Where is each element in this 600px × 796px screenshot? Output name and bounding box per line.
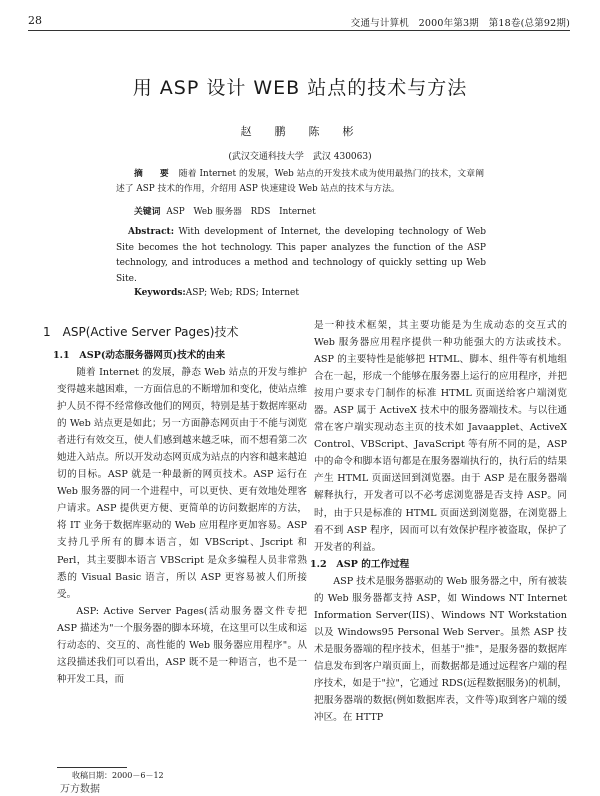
page-number: 28 — [28, 14, 42, 27]
keywords-en — [134, 286, 474, 301]
body-paragraph: 是一种技术框架，其主要功能是为生成动态的交互式的 Web 服务器应用程序提供一种功能强大的方法或技术。ASP 的主要特性是能够把 HTML、脚本、组件等有机地组合在一起，形成一个能够在服务器上运行的应用程序，并把按用户要求专门制作的标准 HTML 页面送给客户端浏览器。ASP 属于 ActiveX 技术中的服务器端技术。与以往通常在客户端实现动态主页的技术如 Javaapplet、ActiveX Control、VBScript、JavaScript 等有所不同的是，ASP 中的命令和脚本语句都是在服务器端执行的，执行后的结果产生 HTML 页面送回到浏览器。由于 ASP 是在服务器端解释执行，开发者可以不必考虑浏览器是否支持 ASP。同时，由于只是标准的 HTML 页面送到浏览器，在浏览器上看不到 ASP 程序，因而可以有效保护程序被盗取，保护了开发者的利益。 — [314, 320, 567, 553]
authors: 赵 鹏 陈 彬 — [240, 125, 360, 138]
section-heading: 1 ASP(Active Server Pages)技术 — [43, 325, 239, 339]
abstract-en — [116, 225, 486, 287]
abstract-en-label: Abstract: — [128, 227, 175, 237]
abstract-cn-text: 随着 Internet 的发展，Web 站点的开发技术成为使用最热门的技术，文章阐述了 ASP 技术的作用，介绍用 ASP 快速建设 Web 站点的技术与方法。 — [116, 169, 484, 194]
body-paragraph: ASP: Active Server Pages(活动服务器文件专把 ASP 描述为"一个服务器的脚本环境，在这里可以生成和运行动态的、交互的、高性能的 Web 服务器应用程序"。从这段描述我们可以看出，ASP 既不是一种语言，也不是一种开发工具，而 — [57, 605, 307, 685]
journal-info: 交通与计算机 2000年第3期 第18卷(总第92期) — [350, 18, 570, 29]
abstract-cn-label: 摘 要 — [134, 169, 173, 179]
body-column-right — [310, 317, 567, 726]
subsection-heading: 1.1 ASP(动态服务器网页)技术的由来 — [53, 350, 226, 361]
abstract-cn — [116, 167, 484, 197]
footnote-rule — [57, 767, 127, 768]
abstract-en-text: With development of Internet, the developing technology of Web Site becomes the hot technology. This paper analyzes the function of the ASP technology, and introduces a method and technology of quickly setting up Web Site. — [116, 227, 486, 284]
keywords-cn-text: ASP Web 服务器 RDS Internet — [166, 207, 316, 217]
paper-title: 用 ASP 设计 WEB 站点的技术与方法 — [132, 77, 468, 99]
keywords-en-text: ASP; Web; RDS; Internet — [185, 288, 299, 298]
affiliation: (武汉交通科技大学 武汉 430063) — [228, 152, 372, 162]
keywords-cn — [134, 205, 474, 220]
watermark: 万方数据 — [60, 784, 100, 795]
subsection-heading: 1.2 ASP 的工作过程 — [310, 558, 410, 570]
keywords-en-label: Keywords: — [134, 288, 186, 298]
received-date-footnote: 收稿日期：2000－6－12 — [72, 771, 164, 780]
keywords-cn-label: 关键词 — [134, 207, 161, 217]
body-column-left — [43, 321, 307, 688]
running-header — [28, 12, 570, 30]
body-paragraph: 随着 Internet 的发展，静态 Web 站点的开发与维护变得越来越困难，一方面信息的不断增加和变化，使站点维护人员不得不经常修改他们的网页，特别是基于数据库驱动的 Web 站点更是如此；另一方面静态网页由于不能与浏览者进行有效交互，使人们感到越来越乏味，而不想看第二次她进入站点。所以开发动态网页成为站点的内容和越来越迫切的目标。ASP 就是一种最新的网页技术。ASP 运行在 Web 服务器的同一个进程中，可以更快、更有效地处理客户请求。ASP 提供更方便、更简单的访问数据库的方法，将 IT 业务于数据库驱动的 Web 应用程序更加容易。ASP 支持几乎所有的脚本语言，如 VBScript、Jscript 和 Perl，其主要脚本语言 VBScript 是众多编程人员非常熟悉的 Visual Basic 语言，所以 ASP 更容易被人们所接受。 — [57, 367, 307, 600]
body-paragraph: ASP 技术是服务器驱动的 Web 服务器之中，所有被装的 Web 服务器都支持 ASP，如 Windows NT Internet Information Server(IIS)、Windows NT Workstation 以及 Windows95 Personal Web Server。虽然 ASP 技术是服务器端的程序技术，但基于"推"，是服务器的数据库信息发布到客户端页面上，而数据都是通过远程客户端的程序技术，如是于"拉"，它通过 RDS(远程数据服务)的机制，把服务器端的数据(例如数据库表，文件等)取到客户端的缓冲区。在 HTTP — [314, 575, 567, 724]
header-rule — [28, 30, 570, 31]
